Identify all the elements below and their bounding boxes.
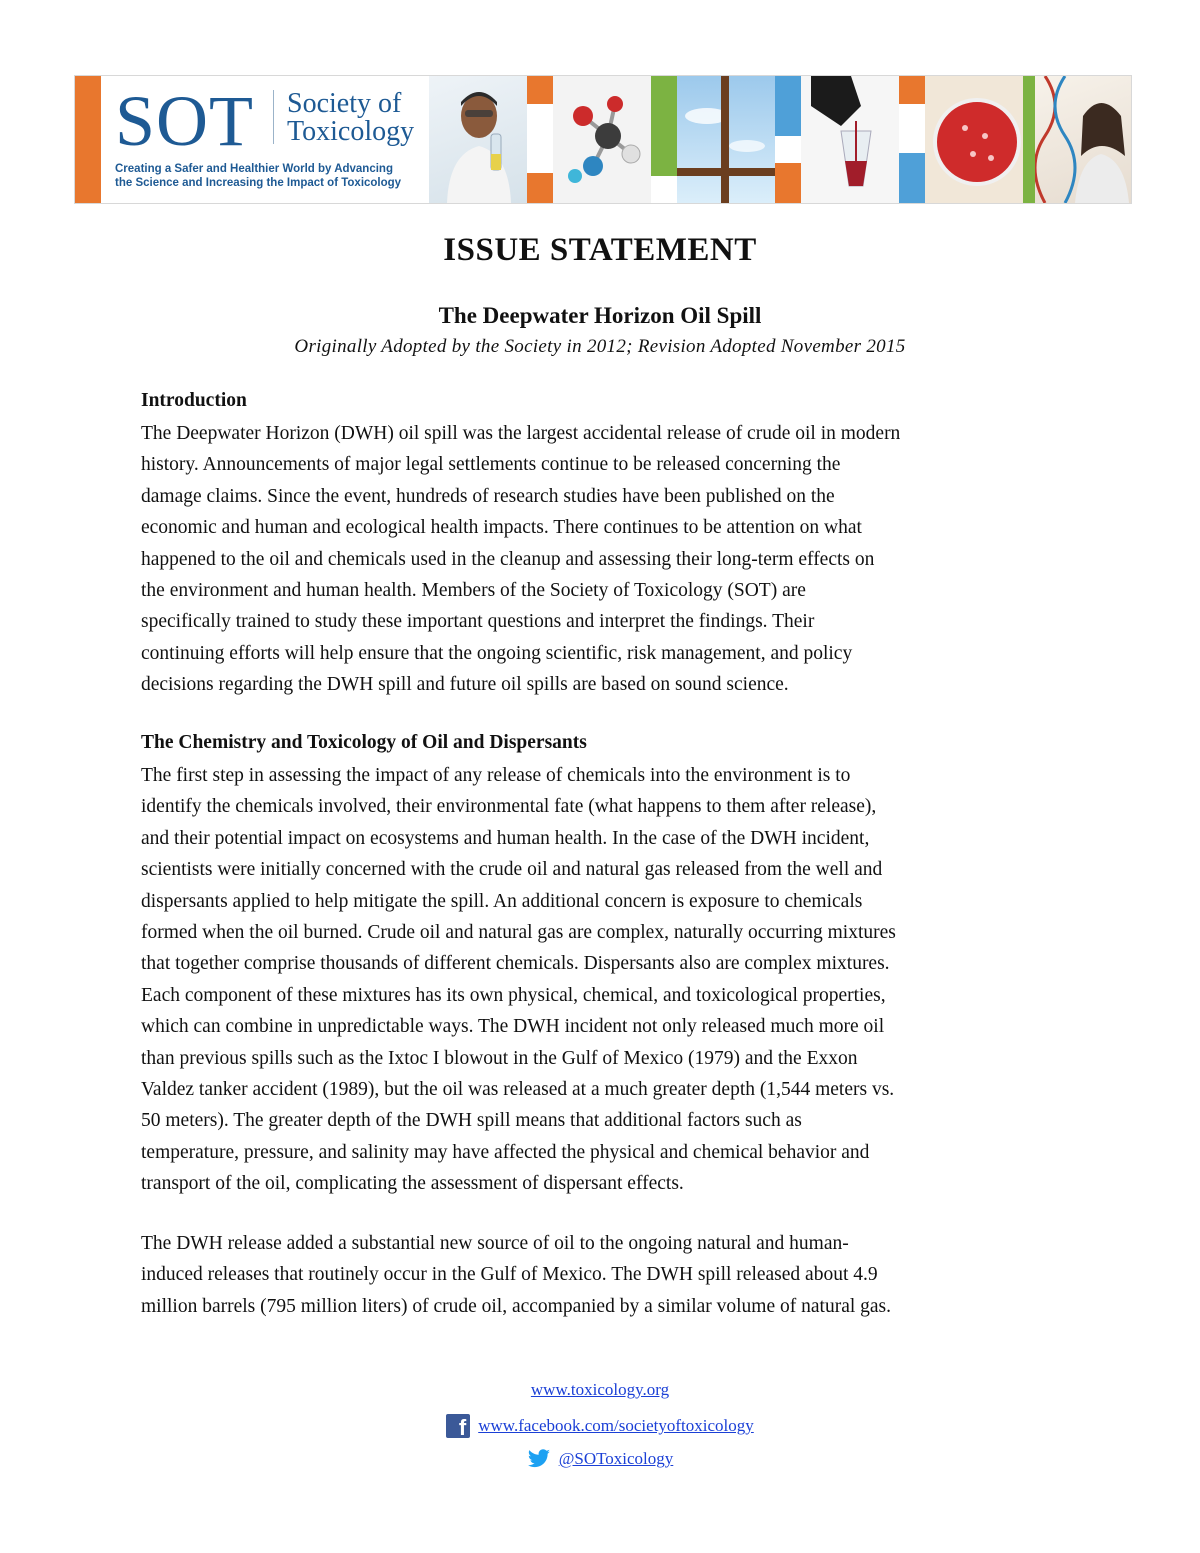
text-line: temperature, pressure, and salinity may have affected the physical and chemical behavior and	[141, 1141, 870, 1163]
text-line: identify the chemicals involved, their environmental fate (what happens to them after release),	[141, 796, 877, 818]
text-line: specifically trained to study these important questions and interpret the findings. Their	[141, 611, 815, 633]
scientist-photo	[429, 76, 527, 203]
petri-dish-illustration	[925, 76, 1023, 203]
divider-tile-4	[899, 76, 925, 203]
text-line: scientists were initially concerned with the crude oil and natural gas released from the well and	[141, 859, 883, 881]
logo-name-line2: Toxicology	[287, 116, 415, 147]
footer-twitter	[0, 1449, 1200, 1474]
text-line: continuing efforts will help ensure that the ongoing scientific, risk management, and policy	[141, 642, 853, 664]
text-line: history. Announcements of major legal settlements continue to be released concerning the	[141, 454, 841, 476]
text-line: decisions regarding the DWH spill and future oil spills are based on sound science.	[141, 674, 789, 696]
chemistry-paragraph-1	[141, 760, 1066, 1200]
twitter-icon	[527, 1449, 551, 1469]
lab-pouring-photo	[801, 76, 899, 203]
divider-tile-3	[775, 76, 801, 203]
window-illustration	[677, 76, 775, 203]
divider-tile-5	[1023, 76, 1035, 203]
text-line: dispersants applied to help mitigate the spill. An additional concern is exposure to chemicals	[141, 890, 863, 912]
text-line: and their potential impact on ecosystems and human health. In the case of the DWH incident,	[141, 827, 870, 849]
banner-photo-strip	[429, 76, 1131, 203]
logo-name-line1: Society of	[287, 88, 402, 119]
facebook-icon: f	[446, 1414, 470, 1438]
facebook-link[interactable]: www.facebook.com/societyoftoxicology	[478, 1416, 754, 1435]
text-line: Each component of these mixtures has its own physical, chemical, and toxicological properties,	[141, 984, 886, 1006]
twitter-link[interactable]: @SOToxicology	[558, 1449, 674, 1468]
text-line: The DWH release added a substantial new source of oil to the ongoing natural and human-	[141, 1233, 849, 1254]
document-subtitle: Originally Adopted by the Society in 2012; Revision Adopted November 2015	[294, 336, 906, 357]
text-line: damage claims. Since the event, hundreds of research studies have been published on the	[141, 485, 835, 507]
tagline-line2: the Science and Increasing the Impact of Toxicology	[115, 177, 402, 189]
molecule-illustration	[553, 76, 651, 203]
text-line: economic and human and ecological health impacts. There continues to be attention on what	[141, 517, 862, 539]
dna-researcher-photo	[1035, 76, 1131, 203]
text-line: million barrels (795 million liters) of crude oil, accompanied by a similar volume of natural gas.	[141, 1295, 892, 1317]
text-line: which can combine in unpredictable ways. The DWH incident not only released much more oil	[141, 1016, 885, 1038]
window-photo	[677, 76, 775, 203]
section-heading-introduction: Introduction	[141, 390, 247, 411]
text-line: than previous spills such as the Ixtoc I blowout in the Gulf of Mexico (1979) and the Exxon	[141, 1047, 858, 1069]
section-heading-chemistry: The Chemistry and Toxicology of Oil and Dispersants	[141, 732, 587, 753]
text-line: Valdez tanker accident (1989), but the oil was released at a much greater depth (1,544 meters vs.	[141, 1079, 895, 1101]
text-line: that together comprise thousands of different chemicals. Dispersants also are complex mixtures.	[141, 953, 890, 975]
issue-statement-title: ISSUE STATEMENT	[443, 232, 757, 268]
text-line: formed when the oil burned. Crude oil and natural gas are complex, naturally occurring mixtures	[141, 922, 896, 944]
text-line: transport of the oil, complicating the assessment of dispersant effects.	[141, 1173, 684, 1195]
pouring-illustration	[801, 76, 899, 203]
text-line: The first step in assessing the impact of any release of chemicals into the environment is to	[141, 765, 851, 786]
divider-tile-2	[651, 76, 677, 203]
dna-illustration	[1035, 76, 1131, 203]
footer-website	[0, 1380, 1200, 1400]
petri-dish-photo	[925, 76, 1023, 203]
text-line: 50 meters). The greater depth of the DWH spill means that additional factors such as	[141, 1110, 802, 1132]
banner-accent-stripe	[75, 76, 101, 203]
text-line: the environment and human health. Members of the Society of Toxicology (SOT) are	[141, 580, 806, 602]
text-line: induced releases that routinely occur in the Gulf of Mexico. The DWH spill released about 4.9	[141, 1264, 878, 1286]
footer-facebook	[0, 1414, 1200, 1443]
text-line: The Deepwater Horizon (DWH) oil spill was the largest accidental release of crude oil in modern	[141, 423, 901, 444]
text-line: happened to the oil and chemicals used in the cleanup and assessing their long-term effects on	[141, 548, 875, 570]
introduction-paragraph	[141, 418, 1066, 701]
scientist-illustration	[429, 76, 527, 203]
logo-divider	[273, 90, 274, 144]
chemistry-paragraph-2	[141, 1228, 1066, 1322]
sot-banner	[74, 75, 1132, 204]
document-title: The Deepwater Horizon Oil Spill	[438, 303, 762, 328]
website-link[interactable]: www.toxicology.org	[530, 1380, 670, 1399]
molecule-photo	[553, 76, 651, 203]
logo-mark: SOT	[115, 81, 255, 161]
tagline-line1: Creating a Safer and Healthier World by Advancing	[115, 163, 393, 175]
divider-tile-1	[527, 76, 553, 203]
